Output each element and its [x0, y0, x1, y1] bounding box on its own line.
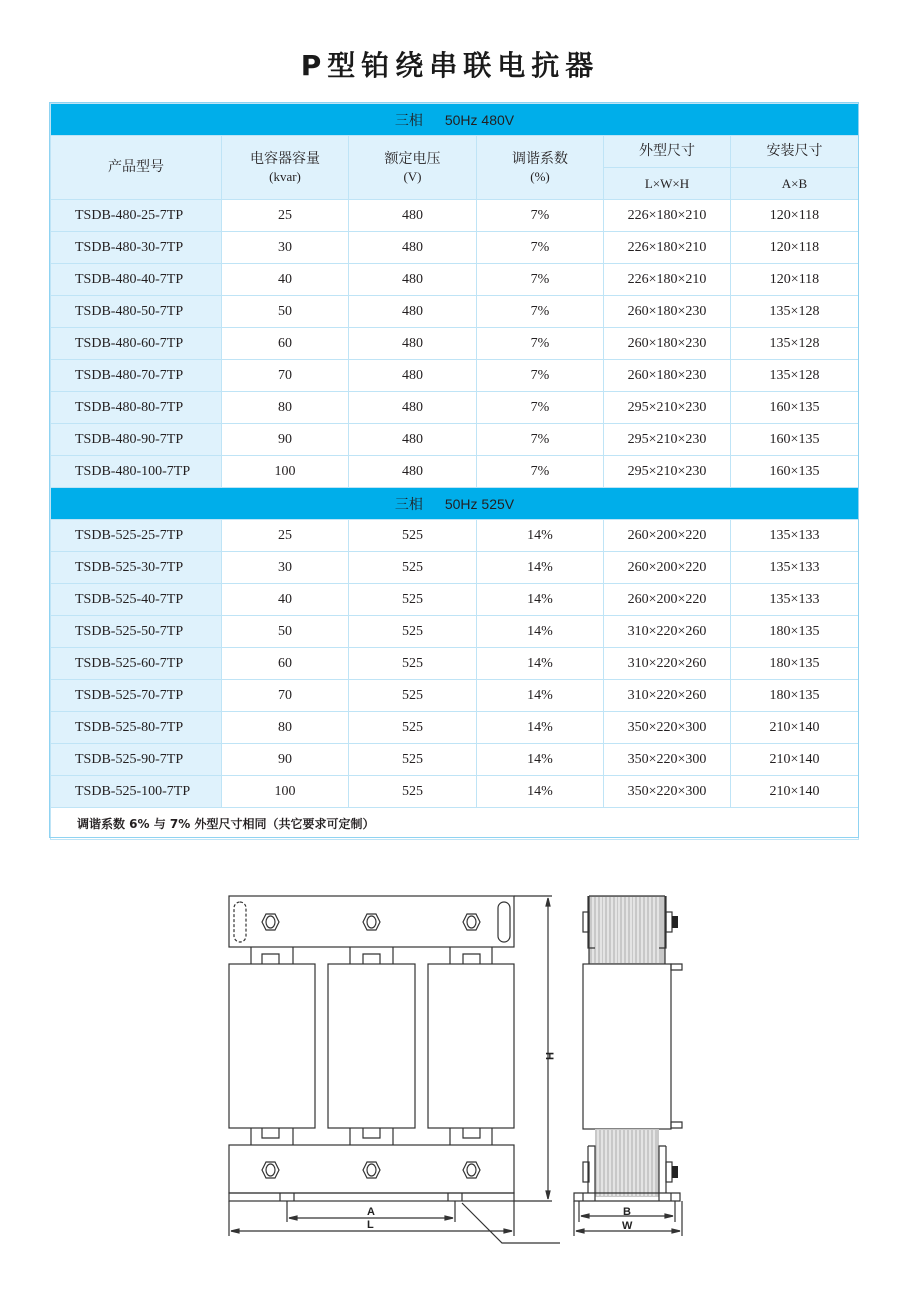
cell-kvar: 30	[222, 232, 349, 264]
band-phase: 三相	[394, 495, 423, 512]
cell-tuning: 7%	[477, 424, 604, 456]
side-view	[574, 896, 682, 1236]
base-plate	[229, 1193, 514, 1201]
lower-clamps	[251, 1128, 492, 1145]
cell-tuning: 7%	[477, 328, 604, 360]
cell-ab: 135×133	[731, 584, 859, 616]
cell-model: TSDB-525-50-7TP	[51, 616, 222, 648]
cell-model: TSDB-480-60-7TP	[51, 328, 222, 360]
label-w: W	[622, 1220, 633, 1232]
side-coil	[583, 964, 671, 1129]
cell-ab: 135×133	[731, 520, 859, 552]
header-capacity-unit: (kvar)	[269, 168, 301, 184]
header-voltage-unit: (V)	[403, 168, 422, 184]
cell-voltage: 525	[349, 616, 477, 648]
cell-tuning: 14%	[477, 584, 604, 616]
cell-ab: 135×128	[731, 328, 859, 360]
cell-ab: 180×135	[731, 680, 859, 712]
cell-lwh: 260×200×220	[604, 552, 731, 584]
cell-tuning: 14%	[477, 616, 604, 648]
cell-lwh: 260×180×230	[604, 360, 731, 392]
terminal-icon	[672, 1166, 678, 1178]
page-title: P型铂绕串联电抗器	[300, 49, 600, 82]
cell-voltage: 480	[349, 232, 477, 264]
cell-voltage: 480	[349, 328, 477, 360]
cell-voltage: 525	[349, 520, 477, 552]
cell-lwh: 350×220×300	[604, 776, 731, 808]
cell-ab: 210×140	[731, 776, 859, 808]
cell-lwh: 310×220×260	[604, 648, 731, 680]
header-mount-sub: A×B	[731, 168, 859, 200]
cell-kvar: 25	[222, 520, 349, 552]
cell-lwh: 260×200×220	[604, 584, 731, 616]
cell-voltage: 525	[349, 648, 477, 680]
bottom-hex-nuts	[262, 1162, 480, 1178]
cell-tuning: 14%	[477, 712, 604, 744]
cell-lwh: 226×180×210	[604, 200, 731, 232]
cell-tuning: 14%	[477, 520, 604, 552]
cell-voltage: 480	[349, 264, 477, 296]
cell-tuning: 14%	[477, 648, 604, 680]
cell-voltage: 480	[349, 200, 477, 232]
cell-kvar: 80	[222, 392, 349, 424]
cell-kvar: 100	[222, 776, 349, 808]
cell-ab: 120×118	[731, 200, 859, 232]
cell-lwh: 350×220×300	[604, 744, 731, 776]
cell-voltage: 480	[349, 424, 477, 456]
cell-model: TSDB-525-80-7TP	[51, 712, 222, 744]
cell-model: TSDB-525-25-7TP	[51, 520, 222, 552]
cell-lwh: 226×180×210	[604, 232, 731, 264]
cell-tuning: 7%	[477, 264, 604, 296]
cell-tuning: 7%	[477, 232, 604, 264]
cell-tuning: 7%	[477, 456, 604, 488]
cell-kvar: 70	[222, 680, 349, 712]
cell-kvar: 40	[222, 264, 349, 296]
cell-lwh: 260×200×220	[604, 520, 731, 552]
cell-lwh: 295×210×230	[604, 456, 731, 488]
header-tuning-unit: (%)	[530, 168, 550, 184]
cell-voltage: 480	[349, 392, 477, 424]
cell-kvar: 90	[222, 744, 349, 776]
cell-ab: 210×140	[731, 744, 859, 776]
cell-tuning: 7%	[477, 392, 604, 424]
cell-ab: 180×135	[731, 648, 859, 680]
cell-ab: 160×135	[731, 456, 859, 488]
coil	[328, 964, 415, 1128]
header-tuning-label: 调谐系数	[512, 150, 568, 167]
cell-ab: 160×135	[731, 392, 859, 424]
label-l: L	[367, 1219, 374, 1231]
terminal-icon	[672, 916, 678, 928]
header-capacity-label: 电容器容量	[250, 150, 320, 167]
cell-model: TSDB-480-25-7TP	[51, 200, 222, 232]
cell-model: TSDB-480-80-7TP	[51, 392, 222, 424]
cell-voltage: 525	[349, 744, 477, 776]
cell-kvar: 60	[222, 648, 349, 680]
cell-voltage: 525	[349, 552, 477, 584]
cell-lwh: 260×180×230	[604, 296, 731, 328]
cell-ab: 120×118	[731, 232, 859, 264]
cell-tuning: 14%	[477, 680, 604, 712]
leader-line	[462, 1203, 560, 1243]
cell-model: TSDB-525-90-7TP	[51, 744, 222, 776]
mounting-slot-right	[498, 902, 510, 942]
cell-ab: 120×118	[731, 264, 859, 296]
cell-ab: 135×133	[731, 552, 859, 584]
cell-ab: 180×135	[731, 616, 859, 648]
cell-model: TSDB-525-60-7TP	[51, 648, 222, 680]
cell-voltage: 525	[349, 776, 477, 808]
cell-ab: 135×128	[731, 296, 859, 328]
cell-voltage: 525	[349, 680, 477, 712]
front-view	[229, 896, 560, 1243]
cell-tuning: 14%	[477, 776, 604, 808]
cell-voltage: 480	[349, 296, 477, 328]
cell-model: TSDB-480-50-7TP	[51, 296, 222, 328]
cell-voltage: 480	[349, 360, 477, 392]
cell-lwh: 226×180×210	[604, 264, 731, 296]
cell-kvar: 25	[222, 200, 349, 232]
band-spec: 50Hz 525V	[444, 495, 515, 512]
cell-model: TSDB-525-40-7TP	[51, 584, 222, 616]
cell-tuning: 7%	[477, 200, 604, 232]
header-voltage-label: 额定电压	[384, 150, 441, 167]
cell-model: TSDB-480-40-7TP	[51, 264, 222, 296]
upper-clamps	[251, 947, 492, 964]
band-phase: 三相	[394, 111, 423, 128]
cell-kvar: 60	[222, 328, 349, 360]
cell-kvar: 40	[222, 584, 349, 616]
cell-ab: 135×128	[731, 360, 859, 392]
cell-tuning: 14%	[477, 552, 604, 584]
cell-lwh: 260×180×230	[604, 328, 731, 360]
header-mount: 安装尺寸	[731, 136, 859, 168]
cell-kvar: 90	[222, 424, 349, 456]
cell-kvar: 30	[222, 552, 349, 584]
coils	[229, 964, 514, 1128]
cell-lwh: 295×210×230	[604, 424, 731, 456]
cell-tuning: 7%	[477, 360, 604, 392]
bottom-laminations	[595, 1129, 659, 1197]
label-h: H	[543, 1052, 555, 1060]
cell-ab: 210×140	[731, 712, 859, 744]
cell-model: TSDB-525-100-7TP	[51, 776, 222, 808]
cell-model: TSDB-480-100-7TP	[51, 456, 222, 488]
header-outline-sub: L×W×H	[604, 168, 731, 200]
cell-model: TSDB-525-30-7TP	[51, 552, 222, 584]
cell-model: TSDB-480-70-7TP	[51, 360, 222, 392]
cell-kvar: 50	[222, 296, 349, 328]
cell-ab: 160×135	[731, 424, 859, 456]
top-yoke	[229, 896, 514, 947]
cell-tuning: 14%	[477, 744, 604, 776]
cell-lwh: 310×220×260	[604, 680, 731, 712]
cell-model: TSDB-480-30-7TP	[51, 232, 222, 264]
band-spec: 50Hz 480V	[444, 111, 515, 128]
cell-voltage: 525	[349, 584, 477, 616]
header-outline: 外型尺寸	[604, 136, 731, 168]
cell-lwh: 295×210×230	[604, 392, 731, 424]
cell-kvar: 50	[222, 616, 349, 648]
coil	[428, 964, 514, 1128]
top-hex-nuts	[262, 914, 480, 930]
label-b: B	[623, 1206, 631, 1218]
cell-kvar: 100	[222, 456, 349, 488]
cell-model: TSDB-525-70-7TP	[51, 680, 222, 712]
header-model: 产品型号	[51, 136, 222, 200]
cell-voltage: 525	[349, 712, 477, 744]
cell-lwh: 350×220×300	[604, 712, 731, 744]
cell-model: TSDB-480-90-7TP	[51, 424, 222, 456]
cell-kvar: 80	[222, 712, 349, 744]
cell-voltage: 480	[349, 456, 477, 488]
height-dimension-line	[514, 896, 552, 1201]
bottom-yoke	[229, 1145, 514, 1193]
top-laminations	[589, 896, 665, 964]
mounting-slot-left	[234, 902, 246, 942]
coil	[229, 964, 315, 1128]
footnote: 调谐系数 6% 与 7% 外型尺寸相同（共它要求可定制）	[51, 808, 859, 840]
label-a: A	[367, 1206, 375, 1218]
cell-kvar: 70	[222, 360, 349, 392]
cell-lwh: 310×220×260	[604, 616, 731, 648]
cell-tuning: 7%	[477, 296, 604, 328]
